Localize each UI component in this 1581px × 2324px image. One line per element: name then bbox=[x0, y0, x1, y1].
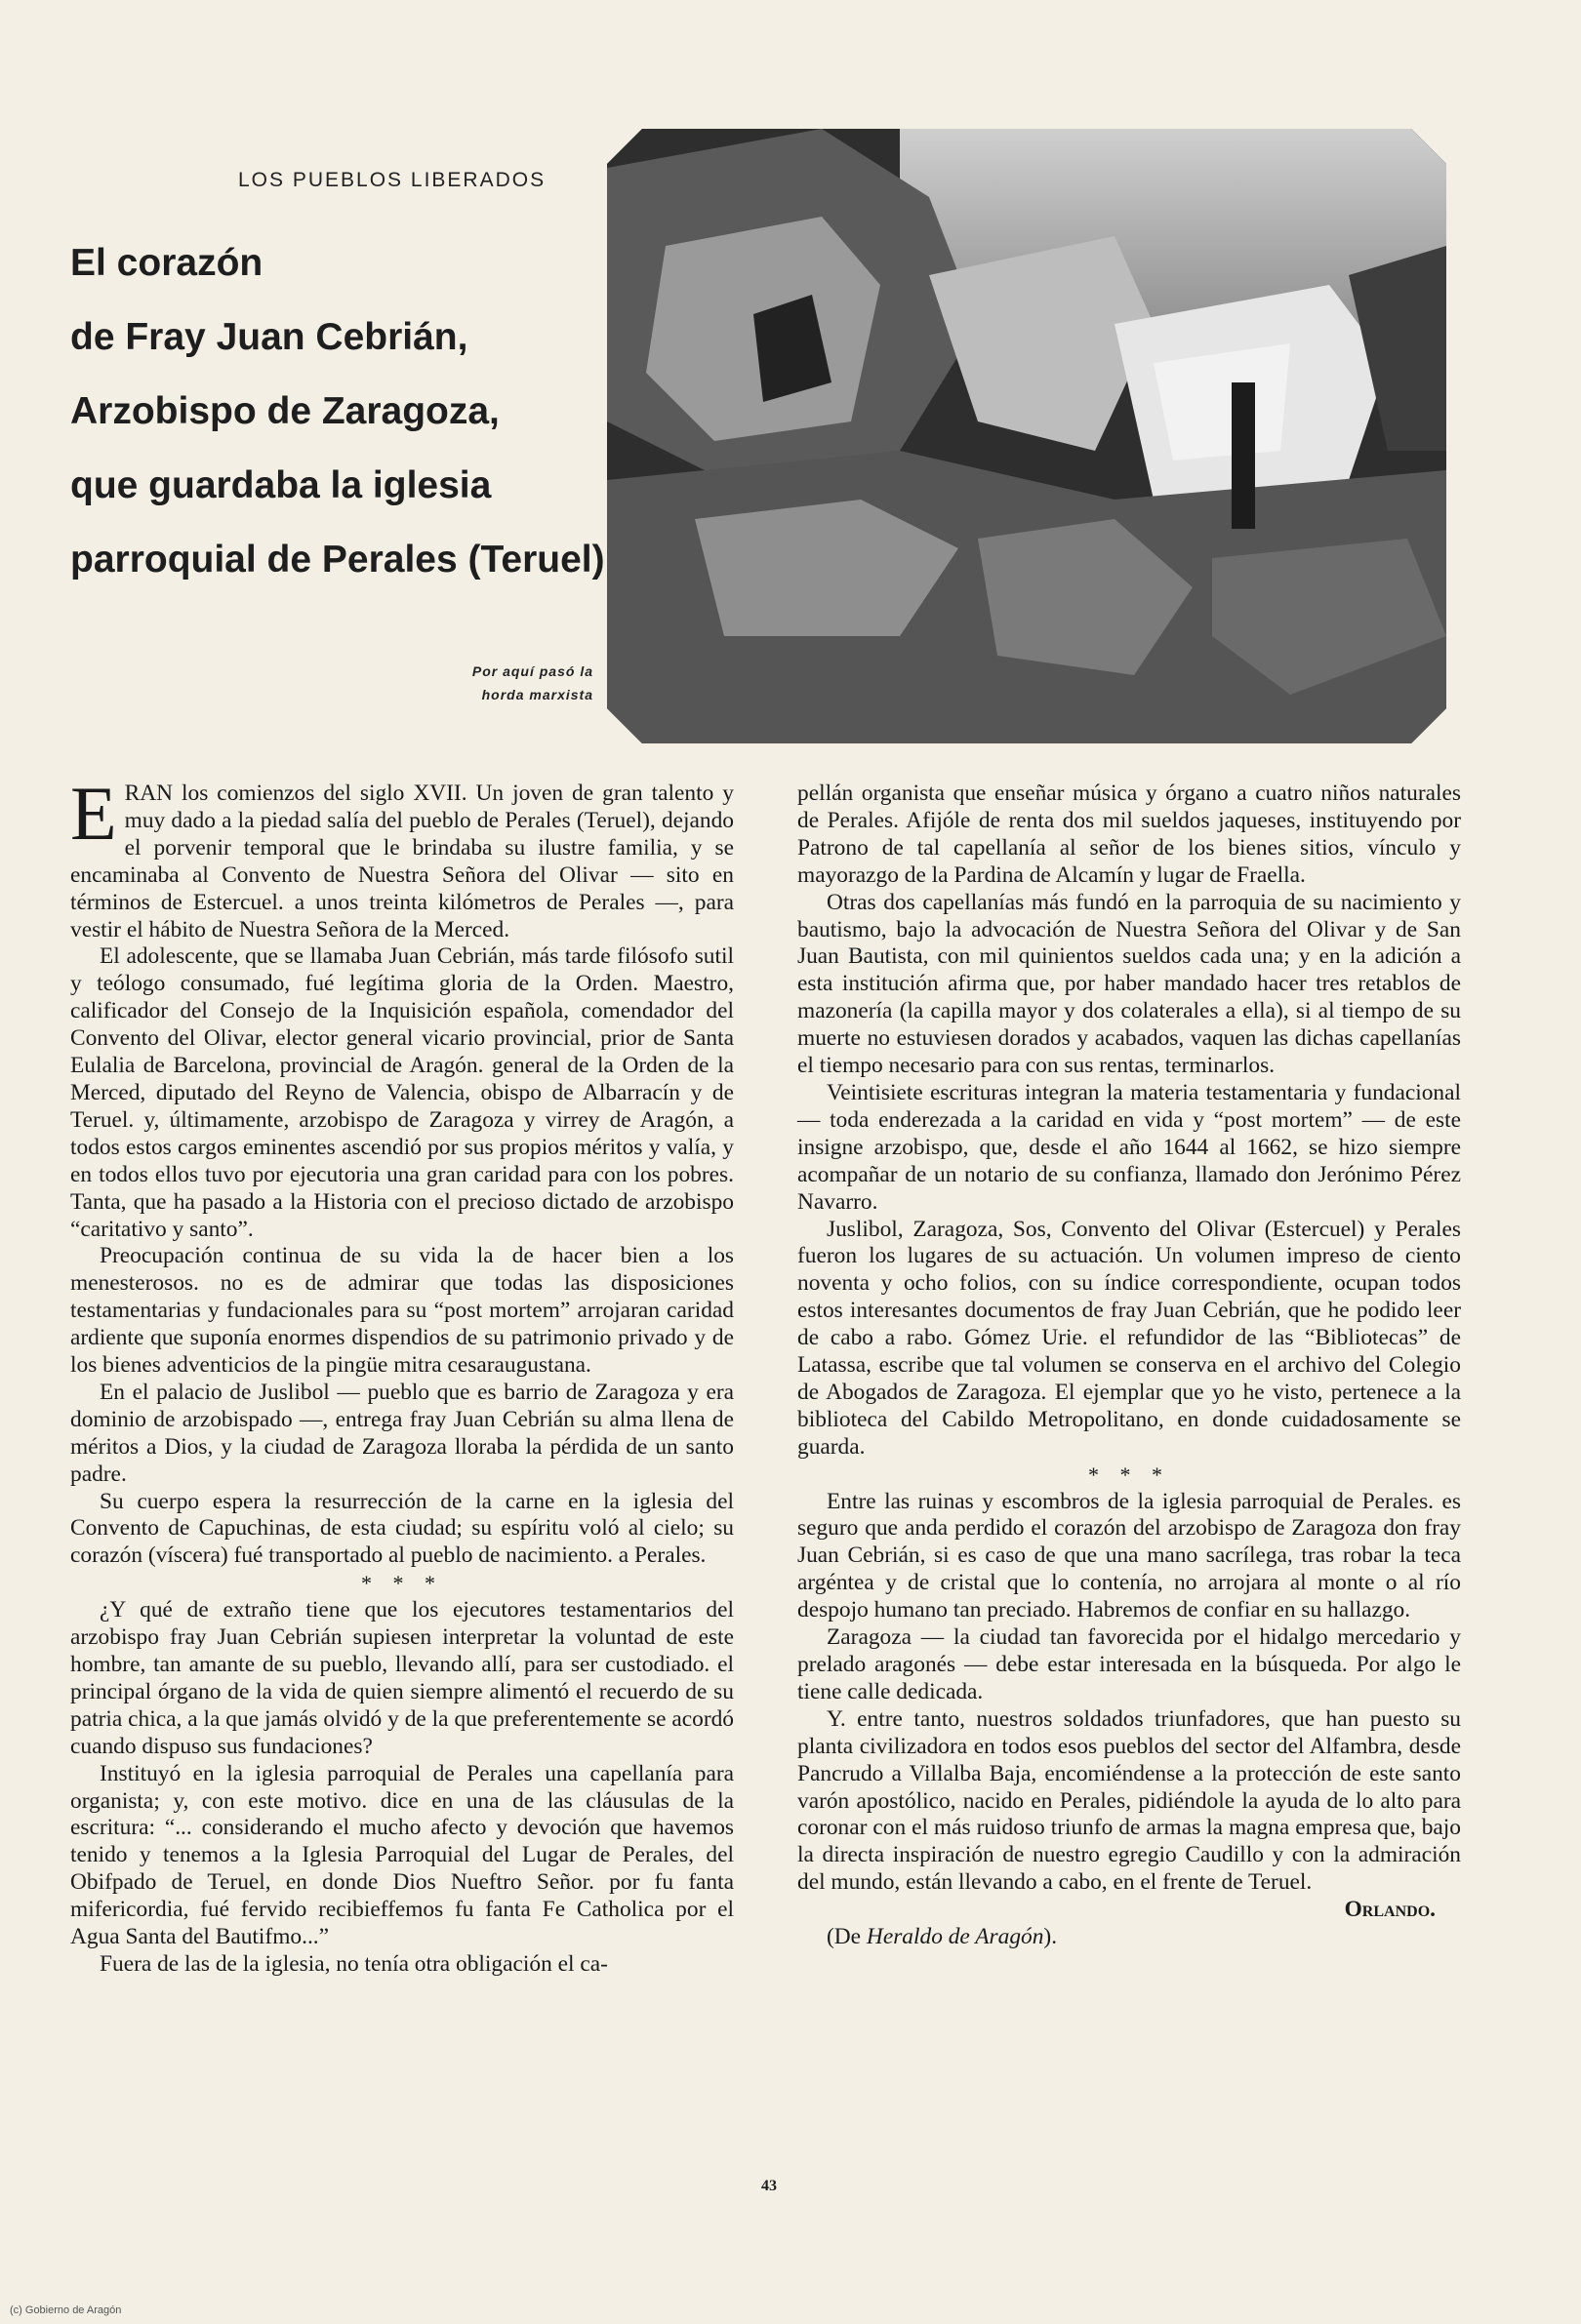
paragraph: ¿Y qué de extraño tiene que los ejecutores testamentarios del arzobispo fray Juan Cebrián supiesen interpretar la voluntad de este hombre, tan amante de su pueblo, llevando allí, para ser custodiado. el principal órgano de la vida de quien siempre alimentó el recuerdo de su patria chica, a la que jamás olvidó y de la que preferentemente se acordó cuando dispuso sus fundaciones? bbox=[70, 1597, 734, 1759]
paragraph: Fuera de las de la iglesia, no tenía otra obligación el ca- bbox=[100, 1950, 608, 1977]
title-line: que guardaba la iglesia bbox=[70, 464, 492, 506]
section-label: LOS PUEBLOS LIBERADOS bbox=[238, 169, 547, 191]
source-prefix: (De bbox=[827, 1924, 867, 1950]
left-column bbox=[70, 771, 734, 1979]
paragraph: pellán organista que enseñar música y órgano a cuatro niños naturales de Perales. Afijóle de renta dos mil sueldos jaqueses, instituyendo por Patrono de tal capellanía al señor de los bienes sitios, vínculo y mayorazgo de la Pardina de Alcamín y lugar de Fraella. bbox=[797, 781, 1461, 888]
source-credit bbox=[797, 1924, 1461, 1951]
source-suffix: ). bbox=[1043, 1924, 1058, 1950]
paragraph: Otras dos capellanías más fundó en la parroquia de su nacimiento y bautismo, bajo la advocación de Nuestra Señora del Olivar y de San Juan Bautista, con mil quinientos sueldos cada una; y en la adición a esta institución afirma que, por haber mandado hacer tres retablos de mazonería (la capilla mayor y dos colaterales a ella), si al tiempo de su muerte no estuviesen dorados y acabados, vaquen las dichas capellanías el tiempo necesario para con sus rentas, terminarlos. bbox=[797, 889, 1461, 1079]
section-divider: * * * bbox=[1088, 1462, 1170, 1487]
author-signature: Orlando. bbox=[1344, 1897, 1436, 1923]
ruins-photo-image bbox=[607, 129, 1446, 743]
section-divider: * * * bbox=[361, 1571, 443, 1596]
paragraph: Preocupación continua de su vida la de hacer bien a los menesterosos. no es de admirar que todas las disposiciones testamentarias y fundacionales para su “post mortem” arrojaran caridad ardiente que suponía enormes dispendios de su patrimonio privado y de los bienes adventicios de la pingüe mitra cesaraugustana. bbox=[70, 1243, 734, 1379]
right-column bbox=[797, 781, 1461, 1951]
paragraph: Su cuerpo espera la resurrección de la carne en la iglesia del Convento de Capuchinas, de esta ciudad; su espíritu voló al cielo; su corazón (víscera) fué transportado al pueblo de nacimiento. a Perales. bbox=[70, 1488, 734, 1569]
caption-line: horda marxista bbox=[481, 687, 593, 702]
paragraph: Entre las ruinas y escombros de la iglesia parroquial de Perales. es seguro que anda perdido el corazón del arzobispo de Zaragoza don fray Juan Cebrián, si es caso de que una mano sacrílega, tras robar la teca argéntea y de cristal que lo contenía, no arrojara al monte o al río despojo humano tan preciado. Habremos de confiar en su hallazgo. bbox=[797, 1488, 1461, 1623]
title-line: de Fray Juan Cebrián, bbox=[70, 316, 468, 358]
photo-caption bbox=[429, 660, 593, 706]
paragraph-text: los comienzos del siglo XVII. Un joven de gran talento y muy dado a la piedad salía del pueblo de Perales (Teruel), dejando el porvenir temporal que le brindaba su ilustre familia, y se encaminaba al Convento de Nuestra Señora del Olivar — sito en términos de Estercuel. a unos treinta kilómetros de Perales —, para vestir el hábito de Nuestra Señora de la Merced. bbox=[70, 781, 734, 942]
title-line: El corazón bbox=[70, 242, 264, 284]
page-number: 43 bbox=[761, 2178, 777, 2194]
paragraph: Juslibol, Zaragoza, Sos, Convento del Olivar (Estercuel) y Perales fueron los lugares de su actuación. Un volumen impreso de ciento noventa y ocho folios, con su índice correspondiente, ocupan todos estos interesantes documentos de fray Juan Cebrián, que he podido leer de cabo a rabo. Gómez Urie. el refundidor de las “Bibliotecas” de Latassa, escribe que tal volumen se conserva en el archivo del Colegio de Abogados de Zaragoza. El ejemplar que yo he visto, pertenece a la biblioteca del Cabildo Metropolitano, en donde cuidadosamente se guarda. bbox=[797, 1216, 1461, 1460]
article-title bbox=[70, 234, 617, 605]
caption-line: Por aquí pasó la bbox=[471, 663, 593, 679]
paragraph: Veintisiete escrituras integran la materia testamentaria y fundacional — toda enderezada a la caridad en vida y “post mortem” — de este insigne arzobispo, que, desde el año 1644 al 1662, se hizo siempre acompañar de un notario de su confianza, llamado don Jerónimo Pérez Navarro. bbox=[797, 1079, 1461, 1215]
paragraph: En el palacio de Juslibol — pueblo que es barrio de Zaragoza y era dominio de arzobispado —, entrega fray Juan Cebrián su alma llena de méritos a Dios, y la ciudad de Zaragoza lloraba la pérdida de un santo padre. bbox=[70, 1379, 734, 1487]
paragraph: Y. entre tanto, nuestros soldados triunfadores, que han puesto su planta civilizadora en todos esos pueblos del sector del Alfambra, desde Pancrudo a Villalba Baja, encomiéndense a la protección de este santo varón apostólico, nacido en Perales, pidiéndole la ayuda de lo alto para coronar con el más ruidoso triunfo de armas la magna empresa que, bajo la directa inspiración de nuestro egregio Caudillo y con la admiración del mundo, están llevando a cabo, en el frente de Teruel. bbox=[797, 1705, 1461, 1896]
title-line: Arzobispo de Zaragoza, bbox=[70, 390, 500, 432]
paragraph: El adolescente, que se llamaba Juan Cebrián, más tarde filósofo sutil y teólogo consumado, fué legítima gloria de la Orden. Maestro, calificador del Consejo de la Inquisición española, comendador del Convento del Olivar, elector general vicario provincial, prior de Santa Eulalia de Barcelona, provincial de Aragón. general de la Orden de la Merced, diputado del Reyno de Valencia, obispo de Albarracín y de Teruel. y, últimamente, arzobispo de Zaragoza y virrey de Aragón, a todos estos cargos eminentes ascendió por sus propios méritos y valía, y en todos ellos tuvo por ejecutoria una gran caridad para con los pobres. Tanta, que ha pasado a la Historia con el precioso dictado de arzobispo “caritativo y santo”. bbox=[70, 943, 734, 1242]
paragraph: Instituyó en la iglesia parroquial de Perales una capellanía para organista; y, con este motivo. dice en una de las cláusulas de la escritura: “... considerando el mucho afecto y devoción que havemos tenido y tenemos a la Iglesia Parroquial del Lugar de Perales, del Obifpado de Teruel, en donde Dios Nueftro Señor. por fu fanta mifericordia, fué fervido recibieffemos fu fanta Fe Catholica por el Agua Santa del Bautifmo...” bbox=[70, 1760, 734, 1950]
title-line: parroquial de Perales (Teruel) bbox=[70, 539, 605, 581]
paragraph: Zaragoza — la ciudad tan favorecida por el hidalgo mercedario y prelado aragonés — debe estar interesada en la búsqueda. Por algo le tiene calle dedicada. bbox=[797, 1624, 1461, 1704]
copyright-footer: (c) Gobierno de Aragón bbox=[10, 2304, 122, 2316]
paragraph bbox=[70, 771, 734, 943]
lead-word: RAN bbox=[124, 781, 174, 806]
ruins-photo bbox=[607, 129, 1446, 743]
source-name: Heraldo de Aragón bbox=[866, 1924, 1044, 1950]
drop-cap: E bbox=[70, 771, 117, 856]
